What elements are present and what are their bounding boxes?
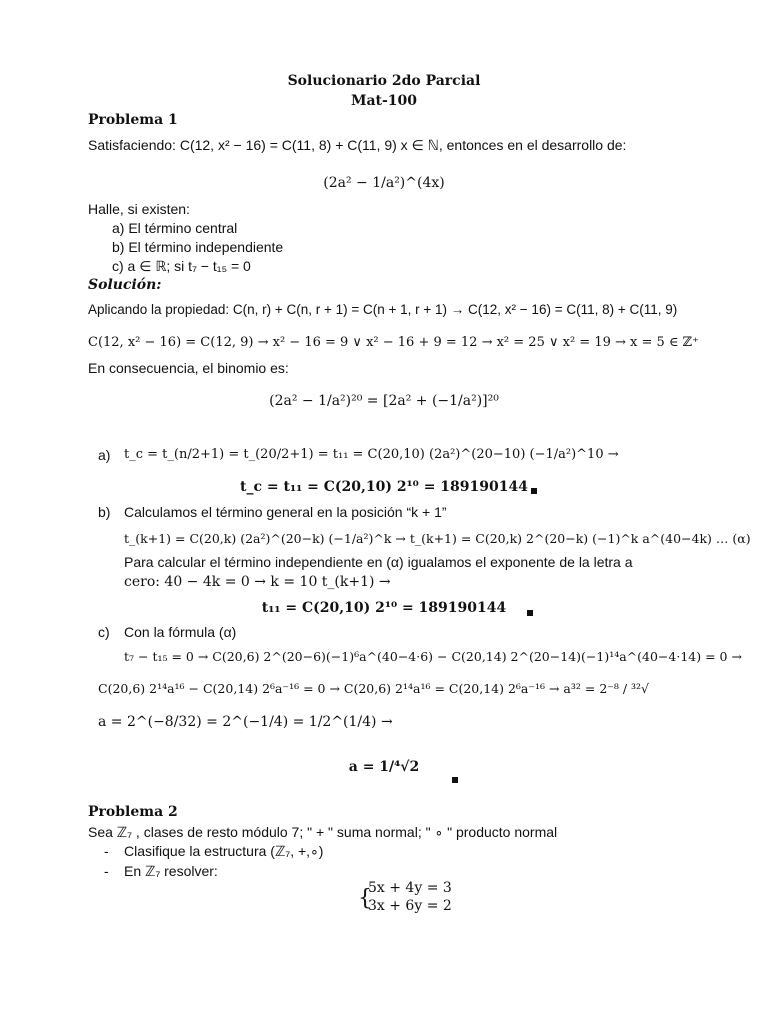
document-subtitle: Mat-100: [350, 93, 418, 109]
problem2-item-2: En ℤ₇ resolver:: [124, 863, 218, 879]
problem1-item-b: b) El término independiente: [112, 239, 284, 255]
system-eq-2: 3x + 6y = 2: [368, 898, 452, 914]
part-b-line2: t_(k+1) = C(20,k) (2a²)^(20−k) (−1/a²)^k → t_(k+1) = C(20,k) 2^(20−k) (−1)^k a^(40−4k) … (α): [124, 531, 751, 546]
problem1-statement: Satisfaciendo: C(12, x² − 16) = C(11, 8) + C(11, 9) x ∈ ℕ, entonces en el desarrollo de:: [88, 137, 627, 153]
part-c-result: a = 1/⁴√2: [348, 759, 420, 775]
part-b-label: b): [98, 504, 111, 520]
problem2-item-dash: -: [104, 843, 109, 859]
problem2-line1: Sea ℤ₇ , clases de resto módulo 7; " + " suma normal; " ∘ " producto normal: [88, 824, 558, 840]
solution-line-binomial-expanded: (2a² − 1/a²)²⁰ = [2a² + (−1/a²)]²⁰: [269, 393, 499, 409]
part-c-line3: C(20,6) 2¹⁴a¹⁶ − C(20,14) 2⁶a⁻¹⁶ = 0 → C(20,6) 2¹⁴a¹⁶ = C(20,14) 2⁶a⁻¹⁶ → a³² = 2⁻⁸ / ³²√: [98, 681, 650, 696]
part-b-line1: Calculamos el término general en la posición “k + 1”: [124, 504, 447, 520]
solution-line-binomio: En consecuencia, el binomio es:: [88, 360, 289, 376]
document-title: Solucionario 2do Parcial: [287, 73, 481, 89]
part-a-result: t_c = t₁₁ = C(20,10) 2¹⁰ = 189190144: [240, 479, 528, 495]
problem1-ask: Halle, si existen:: [88, 201, 190, 217]
part-b-result: t₁₁ = C(20,10) 2¹⁰ = 189190144: [261, 600, 507, 616]
qed-square: [527, 610, 533, 616]
system-eq-1: 5x + 4y = 3: [368, 880, 452, 896]
part-c-line1: Con la fórmula (α): [124, 624, 237, 640]
problem1-heading: Problema 1: [88, 112, 178, 128]
part-c-label: c): [98, 624, 110, 640]
problem1-binomial: (2a² − 1/a²)^(4x): [323, 175, 445, 191]
solution-line-x: C(12, x² − 16) = C(12, 9) → x² − 16 = 9 ∨ x² − 16 + 9 = 12 → x² = 25 ∨ x² = 19 → x = 5 ∈ ℤ⁺: [88, 335, 700, 350]
part-c-line2: t₇ − t₁₅ = 0 → C(20,6) 2^(20−6)(−1)⁶a^(40−4·6) − C(20,14) 2^(20−14)(−1)¹⁴a^(40−4·14) = 0 →: [124, 649, 742, 664]
part-c-line4: a = 2^(−8/32) = 2^(−1/4) = 1/2^(1/4) →: [98, 714, 393, 730]
system-brace: {: [358, 886, 372, 911]
qed-square: [452, 777, 458, 783]
part-a-label: a): [98, 447, 111, 463]
problem2-item-dash: -: [104, 863, 109, 879]
problem2-item-1: Clasifique la estructura (ℤ₇, +,∘): [124, 843, 324, 859]
qed-square: [531, 488, 537, 494]
problem1-item-a: a) El término central: [112, 220, 238, 236]
problem2-heading: Problema 2: [88, 804, 178, 820]
part-b-line3: Para calcular el término independiente en (α) igualamos el exponente de la letra a: [124, 554, 633, 570]
problem1-item-c: c) a ∈ ℝ; si t₇ − t₁₅ = 0: [112, 258, 251, 274]
solution-line-property: Aplicando la propiedad: C(n, r) + C(n, r + 1) = C(n + 1, r + 1) → C(12, x² − 16) = C(11, 8) + C(11, 9): [88, 302, 678, 317]
solution-label: Solución:: [88, 277, 162, 293]
part-b-line4: cero: 40 − 4k = 0 → k = 10 t_(k+1) →: [124, 574, 391, 590]
part-a-line1: t_c = t_(n/2+1) = t_(20/2+1) = t₁₁ = C(20,10) (2a²)^(20−10) (−1/a²)^10 →: [124, 447, 619, 462]
